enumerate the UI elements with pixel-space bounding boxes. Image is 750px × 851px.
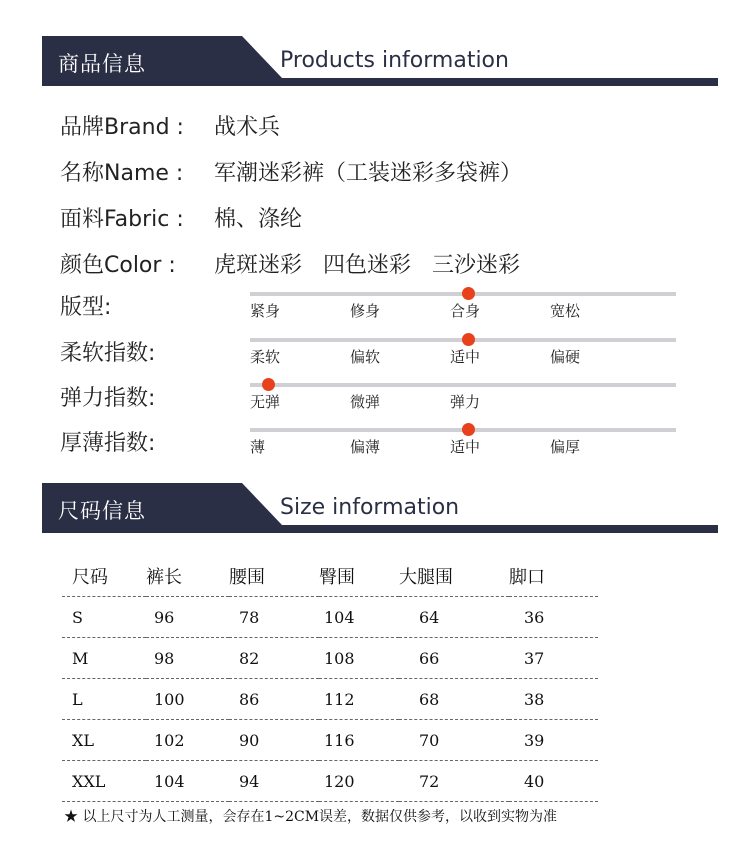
table-cell: XL bbox=[72, 730, 95, 750]
col-header-hip: 臀围 bbox=[319, 567, 355, 588]
table-cell: 40 bbox=[524, 771, 545, 791]
scale-tick-label: 偏厚 bbox=[550, 438, 581, 456]
products-title-cn: 商品信息 bbox=[58, 52, 146, 76]
scale-label: 版型: bbox=[60, 295, 112, 320]
info-value: 虎斑迷彩 四色迷彩 三沙迷彩 bbox=[214, 253, 520, 278]
banner-underline bbox=[272, 78, 718, 86]
scale-tick-label: 修身 bbox=[350, 302, 381, 320]
table-cell: L bbox=[72, 689, 83, 709]
scale-tick-label: 偏硬 bbox=[550, 348, 581, 366]
table-cell: 94 bbox=[239, 771, 260, 791]
scale-label: 柔软指数: bbox=[60, 341, 156, 366]
size-note: ★ 以上尺寸为人工测量，会存在1~2CM误差，数据仅供参考，以收到实物为准 bbox=[64, 809, 558, 825]
table-cell: 66 bbox=[419, 648, 440, 668]
size-table-header-row bbox=[62, 556, 598, 597]
scale-tick-label: 适中 bbox=[450, 438, 481, 456]
table-cell: 64 bbox=[419, 607, 440, 627]
table-cell: 37 bbox=[524, 648, 545, 668]
table-cell: 72 bbox=[419, 771, 440, 791]
info-row-name bbox=[60, 156, 523, 187]
info-row-brand bbox=[60, 110, 281, 141]
table-cell: 120 bbox=[324, 771, 355, 791]
info-row-color bbox=[60, 248, 520, 279]
table-cell: 96 bbox=[154, 607, 175, 627]
scale-tick-label: 合身 bbox=[450, 302, 481, 320]
info-key: 面料Fabric : bbox=[60, 207, 184, 232]
info-key: 颜色Color : bbox=[60, 253, 176, 278]
col-header-waist: 腰围 bbox=[229, 567, 265, 588]
scale-label: 厚薄指数: bbox=[60, 431, 156, 456]
size-table bbox=[62, 556, 598, 802]
info-value: 战术兵 bbox=[214, 115, 281, 140]
scale-tick-label: 偏软 bbox=[350, 348, 381, 366]
scale-tick-label: 偏薄 bbox=[350, 438, 381, 456]
col-header-thigh: 大腿围 bbox=[399, 567, 453, 588]
info-value: 军潮迷彩裤（工装迷彩多袋裤） bbox=[214, 161, 523, 186]
table-cell: 104 bbox=[154, 771, 185, 791]
table-cell: 116 bbox=[324, 730, 355, 750]
products-info-banner bbox=[42, 36, 718, 86]
scale-tick-label: 弹力 bbox=[450, 393, 481, 411]
table-cell: 90 bbox=[239, 730, 260, 750]
scale-tick-label: 柔软 bbox=[250, 348, 281, 366]
scale-indicator bbox=[262, 378, 275, 391]
scale-indicator bbox=[462, 333, 475, 346]
table-cell: 98 bbox=[154, 648, 175, 668]
table-row bbox=[62, 638, 598, 679]
info-key: 名称Name : bbox=[60, 161, 184, 186]
scale-indicator bbox=[462, 287, 475, 300]
products-title-en: Products information bbox=[280, 48, 509, 73]
scale-tick-label: 宽松 bbox=[550, 302, 581, 320]
table-cell: 86 bbox=[239, 689, 260, 709]
table-cell: 82 bbox=[239, 648, 260, 668]
table-cell: XXL bbox=[72, 771, 106, 791]
scale-indicator bbox=[462, 423, 475, 436]
col-header-length: 裤长 bbox=[146, 567, 182, 588]
table-row bbox=[62, 597, 598, 638]
scale-tick-label: 无弹 bbox=[250, 393, 281, 411]
table-cell: 38 bbox=[524, 689, 545, 709]
table-cell: 104 bbox=[324, 607, 355, 627]
scale-tick-label: 微弹 bbox=[350, 393, 381, 411]
info-value: 棉、涤纶 bbox=[214, 207, 303, 232]
scale-tick-label: 紧身 bbox=[250, 302, 281, 320]
table-row bbox=[62, 720, 598, 761]
table-cell: 100 bbox=[154, 689, 185, 709]
table-cell: 102 bbox=[154, 730, 185, 750]
table-row bbox=[62, 679, 598, 720]
size-title-en: Size information bbox=[280, 495, 460, 520]
col-header-hem: 脚口 bbox=[509, 567, 545, 588]
banner-underline bbox=[272, 525, 718, 533]
table-cell: 78 bbox=[239, 607, 260, 627]
size-title-cn: 尺码信息 bbox=[58, 499, 146, 523]
table-cell: 68 bbox=[419, 689, 440, 709]
table-cell: S bbox=[72, 607, 83, 627]
table-row bbox=[62, 761, 598, 802]
scale-tick-label: 适中 bbox=[450, 348, 481, 366]
table-cell: 112 bbox=[324, 689, 355, 709]
table-cell: 39 bbox=[524, 730, 545, 750]
col-header-size: 尺码 bbox=[72, 567, 108, 588]
info-key: 品牌Brand : bbox=[60, 115, 184, 140]
info-row-fabric bbox=[60, 202, 303, 233]
table-cell: 108 bbox=[324, 648, 355, 668]
scale-track bbox=[250, 383, 676, 387]
scale-tick-label: 薄 bbox=[250, 438, 266, 456]
scale-label: 弹力指数: bbox=[60, 386, 156, 411]
table-cell: 36 bbox=[524, 607, 545, 627]
table-cell: 70 bbox=[419, 730, 440, 750]
size-info-banner bbox=[42, 483, 718, 533]
table-cell: M bbox=[72, 648, 89, 668]
